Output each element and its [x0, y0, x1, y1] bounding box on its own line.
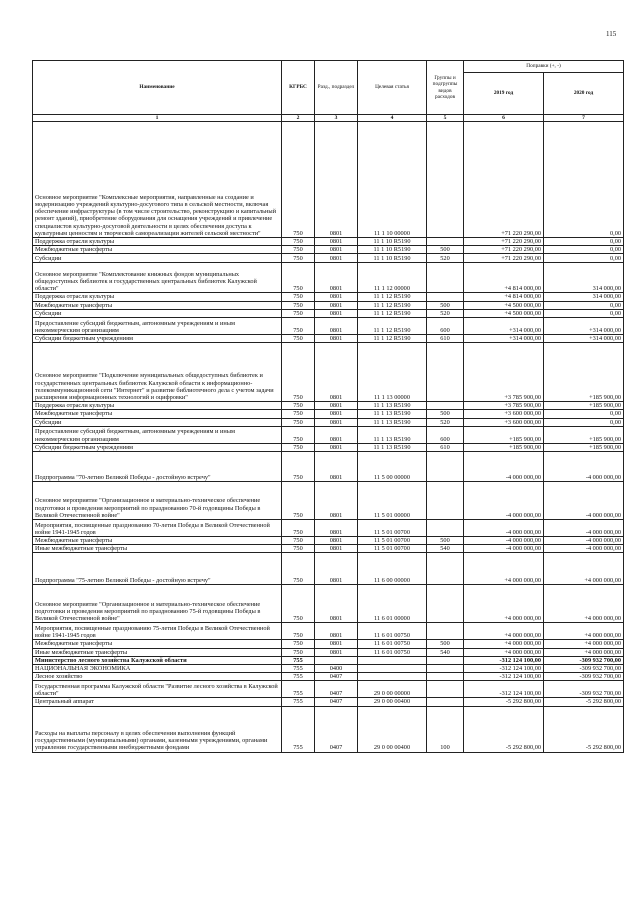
cell-y2019: -5 292 800,00 [464, 706, 544, 752]
cell-group: 540 [427, 545, 464, 553]
table-row [33, 309, 624, 317]
cell-target: 11 5 00 00000 [358, 452, 427, 482]
cell-name: Мероприятия, посвященные празднованию 70-летия Победы в Великой Отечественной войне 1941-1945 годов [33, 520, 282, 537]
cell-y2020: -4 000 000,00 [544, 452, 624, 482]
table-row [33, 482, 624, 520]
cell-target: 11 6 01 00750 [358, 640, 427, 648]
cell-target: 11 1 12 R5190 [358, 293, 427, 301]
cell-kgrbs: 750 [282, 254, 315, 263]
cell-razdel: 0801 [315, 520, 358, 537]
cell-razdel: 0407 [315, 673, 358, 681]
cell-y2020: +185 900,00 [544, 443, 624, 451]
cell-razdel: 0801 [315, 537, 358, 545]
cell-razdel: 0801 [315, 426, 358, 443]
cell-group [427, 553, 464, 585]
column-number: 3 [315, 115, 358, 122]
cell-name: Мероприятия, посвященные празднованию 75-летия Победы в Великой Отечественной войне 1941-1945 годов [33, 623, 282, 640]
cell-kgrbs: 755 [282, 698, 315, 706]
cell-y2020: 0,00 [544, 238, 624, 246]
cell-target: 11 6 01 00750 [358, 648, 427, 656]
cell-y2019: -312 124 100,00 [464, 681, 544, 698]
cell-name: Предоставление субсидий бюджетным, автономным учреждениям и иным некоммерческим организациям [33, 318, 282, 335]
table-row [33, 343, 624, 402]
cell-kgrbs: 755 [282, 665, 315, 673]
cell-kgrbs: 750 [282, 640, 315, 648]
cell-razdel: 0801 [315, 545, 358, 553]
cell-kgrbs: 750 [282, 452, 315, 482]
table-row [33, 238, 624, 246]
cell-name: Подпрограмма "70-летию Великой Победы - достойную встречу" [33, 452, 282, 482]
table-row [33, 553, 624, 585]
cell-target [358, 673, 427, 681]
cell-razdel: 0801 [315, 553, 358, 585]
cell-y2020: +185 900,00 [544, 343, 624, 402]
cell-kgrbs: 750 [282, 520, 315, 537]
cell-y2019: +3 600 000,00 [464, 410, 544, 418]
cell-target: 29 0 00 00400 [358, 698, 427, 706]
cell-kgrbs: 750 [282, 238, 315, 246]
table-row [33, 426, 624, 443]
cell-name: Расходы на выплаты персоналу в целях обеспечения выполнения функций государственными (муниципальными) органами, казенными учреждениями, органами управления государственными внебюджетными фондами [33, 706, 282, 752]
cell-name: Межбюджетные трансферты [33, 640, 282, 648]
cell-y2019: +4 814 000,00 [464, 293, 544, 301]
cell-y2020: 0,00 [544, 410, 624, 418]
cell-name: Основное мероприятие "Комплексные мероприятия, направленные на создание и модернизацию учреждений культурно-досугового типа в сельской местности, включая обеспечение инфраструктуры (в том числе строительство, реконструкцию и капитальный ремонт зданий), приобретение оборудования для оснащения учреждений и привлечение специалистов культурно-досуговой деятельности в целях обеспечения доступа к культурным ценностям и творческой самореализации жителей сельской местности" [33, 122, 282, 238]
cell-group: 500 [427, 301, 464, 309]
cell-y2020: -309 932 700,00 [544, 656, 624, 664]
cell-target: 11 1 10 R5190 [358, 246, 427, 254]
cell-kgrbs: 750 [282, 426, 315, 443]
cell-target: 11 1 13 R5190 [358, 443, 427, 451]
cell-y2020: 0,00 [544, 254, 624, 263]
cell-name: Центральный аппарат [33, 698, 282, 706]
cell-y2019: -4 000 000,00 [464, 520, 544, 537]
header-2019: 2019 год [464, 73, 544, 115]
cell-target: 11 1 13 00000 [358, 343, 427, 402]
cell-name: Предоставление субсидий бюджетным, автономным учреждениям и иным некоммерческим организациям [33, 426, 282, 443]
cell-name: Основное мероприятие "Комплектование книжных фондов муниципальных общедоступных библиотек и государственных центральных библиотек Калужской области" [33, 263, 282, 293]
cell-kgrbs: 750 [282, 309, 315, 317]
cell-name: Иные межбюджетные трансферты [33, 545, 282, 553]
cell-y2020: 314 000,00 [544, 293, 624, 301]
table-row [33, 673, 624, 681]
cell-razdel: 0801 [315, 443, 358, 451]
page-number: 115 [606, 30, 617, 38]
cell-razdel: 0801 [315, 301, 358, 309]
cell-y2020: +4 000 000,00 [544, 553, 624, 585]
cell-name: Подпрограмма "75-летию Великой Победы - достойную встречу" [33, 553, 282, 585]
cell-target: 11 1 13 R5190 [358, 426, 427, 443]
cell-kgrbs: 750 [282, 443, 315, 451]
cell-target: 11 1 12 R5190 [358, 309, 427, 317]
cell-razdel: 0400 [315, 665, 358, 673]
cell-target: 11 5 01 00000 [358, 482, 427, 520]
cell-y2019: +314 000,00 [464, 318, 544, 335]
cell-kgrbs: 750 [282, 482, 315, 520]
cell-y2020: -4 000 000,00 [544, 482, 624, 520]
cell-name: Межбюджетные трансферты [33, 246, 282, 254]
table-row [33, 318, 624, 335]
cell-y2019: +4 000 000,00 [464, 640, 544, 648]
cell-razdel: 0801 [315, 293, 358, 301]
cell-name: Основное мероприятие "Организационное и материально-техническое обеспечение подготовки и проведения мероприятий по празднованию 70-й годовщины Победы в Великой Отечественной войне" [33, 482, 282, 520]
table-row [33, 537, 624, 545]
cell-group [427, 673, 464, 681]
cell-y2019: +4 814 000,00 [464, 263, 544, 293]
cell-razdel: 0801 [315, 343, 358, 402]
cell-y2020: +314 000,00 [544, 318, 624, 335]
cell-kgrbs: 755 [282, 681, 315, 698]
cell-y2020: 0,00 [544, 418, 624, 426]
cell-kgrbs: 750 [282, 623, 315, 640]
column-number: 7 [544, 115, 624, 122]
cell-target: 11 1 13 R5190 [358, 402, 427, 410]
cell-y2019: +4 000 000,00 [464, 648, 544, 656]
cell-y2020: 0,00 [544, 309, 624, 317]
cell-kgrbs: 750 [282, 293, 315, 301]
table-row [33, 122, 624, 238]
cell-group [427, 665, 464, 673]
cell-group: 500 [427, 640, 464, 648]
cell-group [427, 452, 464, 482]
cell-kgrbs: 750 [282, 553, 315, 585]
table-row [33, 301, 624, 309]
cell-y2019: +4 000 000,00 [464, 585, 544, 623]
cell-group: 500 [427, 410, 464, 418]
cell-y2019: +185 900,00 [464, 426, 544, 443]
cell-name: Поддержка отрасли культуры [33, 293, 282, 301]
cell-razdel: 0801 [315, 318, 358, 335]
table-row [33, 648, 624, 656]
cell-y2019: +4 000 000,00 [464, 623, 544, 640]
table-row [33, 402, 624, 410]
cell-y2019: -312 124 100,00 [464, 673, 544, 681]
cell-y2020: 0,00 [544, 301, 624, 309]
cell-y2020: +185 900,00 [544, 426, 624, 443]
cell-y2019: +71 220 290,00 [464, 254, 544, 263]
cell-y2019: +3 785 900,00 [464, 402, 544, 410]
cell-razdel: 0801 [315, 246, 358, 254]
cell-group: 500 [427, 246, 464, 254]
cell-target: 11 1 12 R5190 [358, 301, 427, 309]
cell-razdel: 0801 [315, 418, 358, 426]
column-number: 1 [33, 115, 282, 122]
cell-target: 11 1 13 R5190 [358, 410, 427, 418]
cell-name: НАЦИОНАЛЬНАЯ ЭКОНОМИКА [33, 665, 282, 673]
cell-target: 29 0 00 00400 [358, 706, 427, 752]
cell-name: Поддержка отрасли культуры [33, 402, 282, 410]
cell-y2019: +3 600 000,00 [464, 418, 544, 426]
cell-name: Межбюджетные трансферты [33, 537, 282, 545]
table-row [33, 410, 624, 418]
table-row [33, 640, 624, 648]
cell-group: 600 [427, 426, 464, 443]
cell-group: 520 [427, 254, 464, 263]
cell-target: 11 1 12 R5190 [358, 335, 427, 343]
cell-kgrbs: 750 [282, 263, 315, 293]
cell-y2019: -5 292 800,00 [464, 698, 544, 706]
budget-table [32, 60, 624, 753]
cell-group: 610 [427, 335, 464, 343]
cell-y2019: +71 220 290,00 [464, 122, 544, 238]
table-row [33, 665, 624, 673]
cell-target [358, 656, 427, 664]
cell-group [427, 482, 464, 520]
cell-y2019: +3 785 900,00 [464, 343, 544, 402]
cell-y2019: -4 000 000,00 [464, 452, 544, 482]
cell-name: Субсидии бюджетным учреждениям [33, 443, 282, 451]
cell-target: 11 6 01 00750 [358, 623, 427, 640]
cell-group [427, 238, 464, 246]
table-row [33, 656, 624, 664]
cell-kgrbs: 750 [282, 343, 315, 402]
cell-razdel: 0801 [315, 263, 358, 293]
cell-name: Государственная программа Калужской области "Развитие лесного хозяйства в Калужской области" [33, 681, 282, 698]
cell-kgrbs: 750 [282, 410, 315, 418]
table-row [33, 545, 624, 553]
cell-group [427, 520, 464, 537]
cell-razdel: 0801 [315, 410, 358, 418]
cell-group [427, 343, 464, 402]
cell-target: 11 1 10 00000 [358, 122, 427, 238]
cell-target: 11 5 01 00700 [358, 545, 427, 553]
table-row [33, 681, 624, 698]
cell-name: Межбюджетные трансферты [33, 301, 282, 309]
cell-y2020: -5 292 800,00 [544, 698, 624, 706]
cell-name: Иные межбюджетные трансферты [33, 648, 282, 656]
table-row [33, 585, 624, 623]
cell-target: 11 6 01 00000 [358, 585, 427, 623]
cell-kgrbs: 750 [282, 335, 315, 343]
cell-target: 11 5 01 00700 [358, 520, 427, 537]
cell-kgrbs: 755 [282, 656, 315, 664]
cell-name: Субсидии [33, 254, 282, 263]
cell-group [427, 698, 464, 706]
cell-target: 29 0 00 00000 [358, 681, 427, 698]
cell-group: 500 [427, 537, 464, 545]
header-razdel: Разд., подраздел [315, 61, 358, 115]
cell-y2019: +314 000,00 [464, 335, 544, 343]
cell-group [427, 263, 464, 293]
cell-kgrbs: 755 [282, 706, 315, 752]
column-number: 4 [358, 115, 427, 122]
cell-y2020: +4 000 000,00 [544, 648, 624, 656]
cell-y2019: +71 220 290,00 [464, 246, 544, 254]
table-row [33, 246, 624, 254]
column-number: 2 [282, 115, 315, 122]
cell-target: 11 5 01 00700 [358, 537, 427, 545]
cell-razdel: 0801 [315, 585, 358, 623]
cell-y2019: -312 124 100,00 [464, 656, 544, 664]
cell-y2020: 314 000,00 [544, 263, 624, 293]
cell-y2020: +4 000 000,00 [544, 640, 624, 648]
cell-razdel [315, 656, 358, 664]
column-number: 5 [427, 115, 464, 122]
cell-group [427, 293, 464, 301]
cell-razdel: 0801 [315, 640, 358, 648]
cell-name: Основное мероприятие "Подключение муниципальных общедоступных библиотек и государственных центральных библиотек Калужской области к информационно-телекоммуникационной сети "Интернет" и развитие библиотечного дела с учетом задачи расширения информационных технологий и оцифровки" [33, 343, 282, 402]
cell-group: 600 [427, 318, 464, 335]
cell-kgrbs: 750 [282, 246, 315, 254]
table-row [33, 254, 624, 263]
cell-group [427, 402, 464, 410]
cell-name: Субсидии [33, 418, 282, 426]
header-name: Наименование [33, 61, 282, 115]
cell-y2020: -5 292 800,00 [544, 706, 624, 752]
cell-razdel: 0801 [315, 623, 358, 640]
cell-group: 520 [427, 309, 464, 317]
table-row [33, 418, 624, 426]
cell-name: Лесное хозяйство [33, 673, 282, 681]
cell-target: 11 1 10 R5190 [358, 254, 427, 263]
cell-y2020: -309 932 700,00 [544, 665, 624, 673]
cell-razdel: 0801 [315, 482, 358, 520]
cell-kgrbs: 750 [282, 301, 315, 309]
cell-y2020: +185 900,00 [544, 402, 624, 410]
cell-y2019: -4 000 000,00 [464, 537, 544, 545]
cell-razdel: 0407 [315, 706, 358, 752]
cell-kgrbs: 750 [282, 545, 315, 553]
cell-name: Основное мероприятие "Организационное и материально-техническое обеспечение подготовки и проведения мероприятий по празднованию 75-й годовщины Победы в Великой Отечественной войне" [33, 585, 282, 623]
cell-name: Субсидии [33, 309, 282, 317]
cell-group [427, 585, 464, 623]
table-row [33, 335, 624, 343]
cell-y2019: -4 000 000,00 [464, 545, 544, 553]
table-row [33, 520, 624, 537]
cell-kgrbs: 755 [282, 673, 315, 681]
cell-group: 100 [427, 706, 464, 752]
cell-kgrbs: 750 [282, 402, 315, 410]
cell-y2019: +71 220 290,00 [464, 238, 544, 246]
cell-razdel: 0801 [315, 452, 358, 482]
cell-name: Поддержка отрасли культуры [33, 238, 282, 246]
cell-razdel: 0801 [315, 122, 358, 238]
cell-razdel: 0801 [315, 648, 358, 656]
cell-group [427, 623, 464, 640]
cell-razdel: 0801 [315, 335, 358, 343]
cell-name: Межбюджетные трансферты [33, 410, 282, 418]
cell-razdel: 0407 [315, 698, 358, 706]
header-2020: 2020 год [544, 73, 624, 115]
cell-kgrbs: 750 [282, 585, 315, 623]
cell-y2020: -309 932 700,00 [544, 681, 624, 698]
cell-kgrbs: 750 [282, 648, 315, 656]
table-row [33, 293, 624, 301]
cell-y2019: -312 124 100,00 [464, 665, 544, 673]
cell-name: Субсидии бюджетным учреждениям [33, 335, 282, 343]
table-row [33, 706, 624, 752]
cell-y2019: +4 000 000,00 [464, 553, 544, 585]
cell-group: 520 [427, 418, 464, 426]
cell-y2020: -4 000 000,00 [544, 537, 624, 545]
table-row [33, 443, 624, 451]
cell-razdel: 0407 [315, 681, 358, 698]
cell-target: 11 6 00 00000 [358, 553, 427, 585]
cell-y2020: -309 932 700,00 [544, 673, 624, 681]
table-row [33, 263, 624, 293]
header-group: Группы и подгруппы видов расходов [427, 61, 464, 115]
cell-razdel: 0801 [315, 254, 358, 263]
cell-kgrbs: 750 [282, 122, 315, 238]
cell-y2019: +185 900,00 [464, 443, 544, 451]
cell-target: 11 1 12 00000 [358, 263, 427, 293]
cell-y2020: +4 000 000,00 [544, 623, 624, 640]
column-number: 6 [464, 115, 544, 122]
cell-y2019: +4 500 000,00 [464, 309, 544, 317]
cell-target: 11 1 13 R5190 [358, 418, 427, 426]
cell-y2020: 0,00 [544, 246, 624, 254]
cell-group [427, 681, 464, 698]
cell-y2020: -4 000 000,00 [544, 545, 624, 553]
cell-group [427, 122, 464, 238]
cell-y2020: 0,00 [544, 122, 624, 238]
cell-razdel: 0801 [315, 238, 358, 246]
cell-name: Министерство лесного хозяйства Калужской области [33, 656, 282, 664]
header-kgrbs: КГРБС [282, 61, 315, 115]
header-target: Целевая статья [358, 61, 427, 115]
table-row [33, 452, 624, 482]
cell-razdel: 0801 [315, 402, 358, 410]
header-amendments: Поправки (+, -) [464, 61, 624, 73]
cell-target: 11 1 12 R5190 [358, 318, 427, 335]
table-row [33, 698, 624, 706]
cell-target: 11 1 10 R5190 [358, 238, 427, 246]
cell-kgrbs: 750 [282, 537, 315, 545]
cell-kgrbs: 750 [282, 318, 315, 335]
cell-y2020: +314 000,00 [544, 335, 624, 343]
cell-razdel: 0801 [315, 309, 358, 317]
table-row [33, 623, 624, 640]
cell-kgrbs: 750 [282, 418, 315, 426]
cell-group: 610 [427, 443, 464, 451]
cell-group [427, 656, 464, 664]
cell-group: 540 [427, 648, 464, 656]
cell-y2020: -4 000 000,00 [544, 520, 624, 537]
cell-y2019: -4 000 000,00 [464, 482, 544, 520]
cell-target [358, 665, 427, 673]
cell-y2019: +4 500 000,00 [464, 301, 544, 309]
cell-y2020: +4 000 000,00 [544, 585, 624, 623]
